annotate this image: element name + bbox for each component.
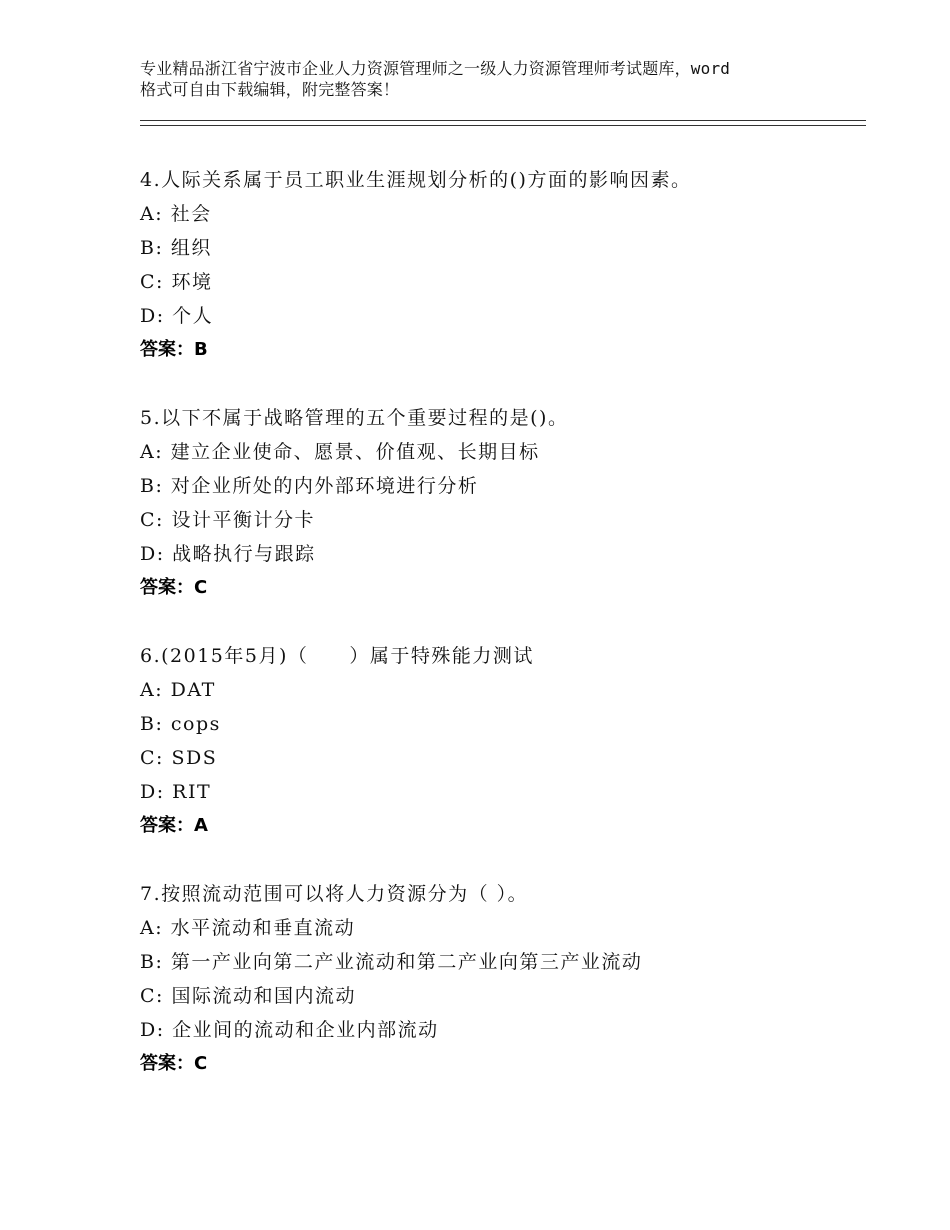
option-b: B: 对企业所处的内外部环境进行分析 — [140, 475, 479, 497]
question-6 — [140, 639, 870, 843]
option-a: A: 建立企业使命、愿景、价值观、长期目标 — [140, 441, 540, 463]
header-divider — [140, 120, 866, 126]
header-line-2: 格式可自由下载编辑，附完整答案！ — [140, 80, 400, 99]
answer-label: 答案：B — [140, 339, 208, 360]
answer-label: 答案：C — [140, 1053, 208, 1074]
header-line-1: 专业精品浙江省宁波市企业人力资源管理师之一级人力资源管理师考试题库，word — [140, 59, 731, 78]
option-c: C: 设计平衡计分卡 — [140, 509, 315, 531]
option-d: D: 企业间的流动和企业内部流动 — [140, 1019, 439, 1041]
question-stem: 5.以下不属于战略管理的五个重要过程的是()。 — [140, 407, 569, 429]
option-a: A: DAT — [140, 679, 216, 701]
option-a: A: 社会 — [140, 203, 212, 225]
question-5 — [140, 401, 870, 605]
question-7 — [140, 877, 870, 1081]
question-stem: 6.(2015年5月)（ ）属于特殊能力测试 — [140, 645, 534, 667]
option-c: C: SDS — [140, 747, 218, 769]
option-d: D: 个人 — [140, 305, 214, 327]
option-b: B: cops — [140, 713, 221, 735]
option-c: C: 环境 — [140, 271, 213, 293]
option-d: D: 战略执行与跟踪 — [140, 543, 316, 565]
question-stem: 7.按照流动范围可以将人力资源分为（ ）。 — [140, 883, 529, 905]
option-b: B: 第一产业向第二产业流动和第二产业向第三产业流动 — [140, 951, 643, 973]
answer-label: 答案：C — [140, 577, 208, 598]
answer-label: 答案：A — [140, 815, 208, 836]
question-4 — [140, 163, 870, 367]
option-a: A: 水平流动和垂直流动 — [140, 917, 356, 939]
option-b: B: 组织 — [140, 237, 212, 259]
option-d: D: RIT — [140, 781, 212, 803]
question-stem: 4.人际关系属于员工职业生涯规划分析的()方面的影响因素。 — [140, 169, 692, 191]
question-list — [140, 163, 870, 1115]
document-header — [140, 58, 830, 100]
option-c: C: 国际流动和国内流动 — [140, 985, 356, 1007]
